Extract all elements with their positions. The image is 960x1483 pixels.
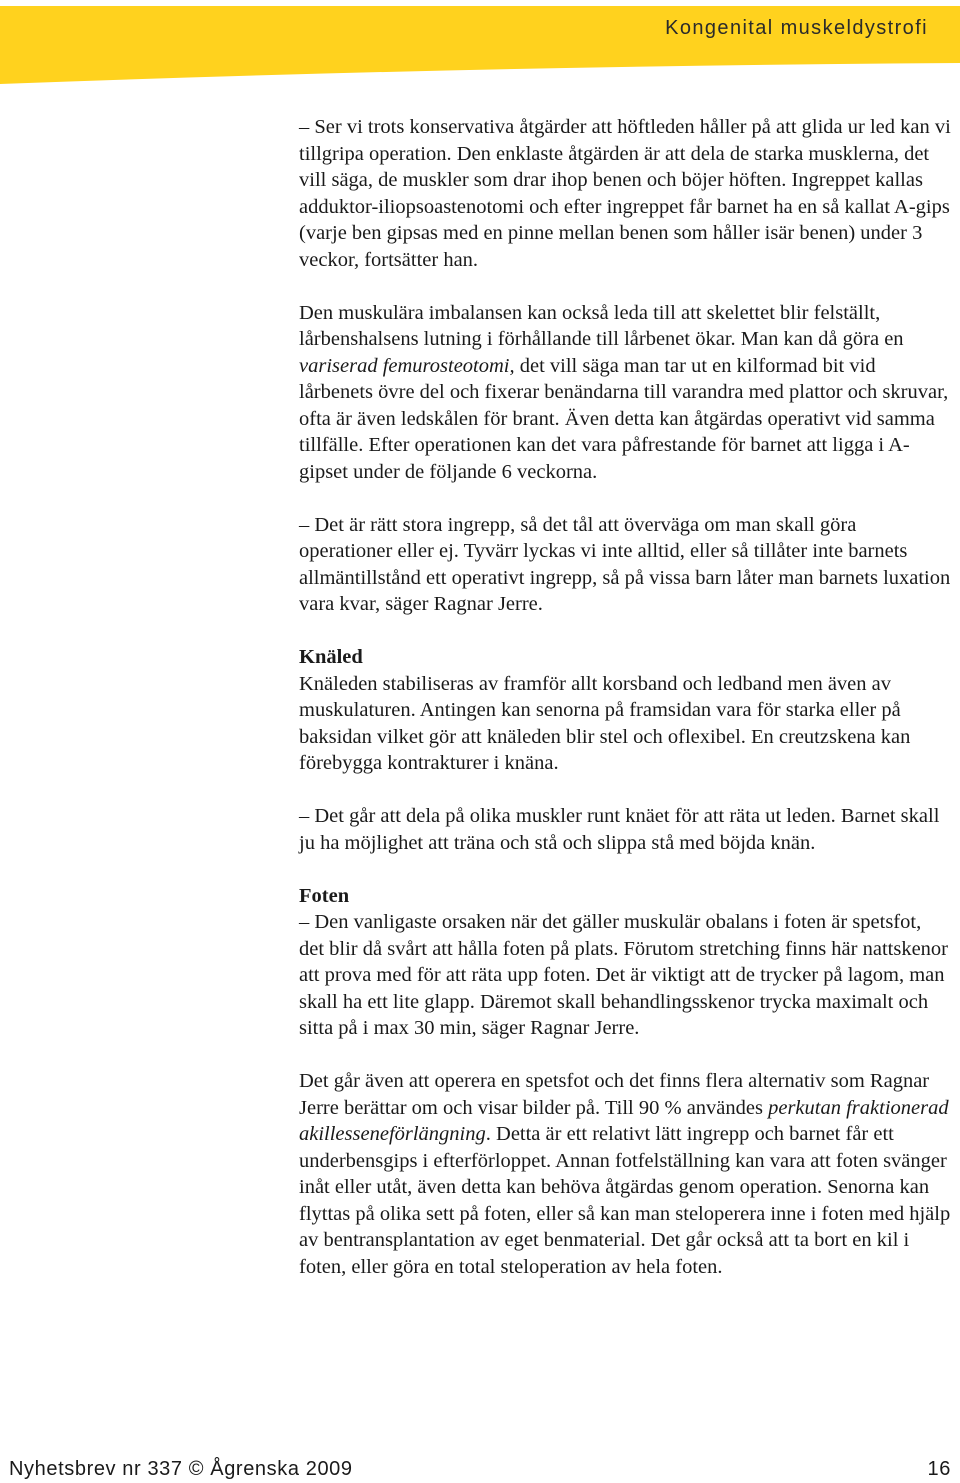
paragraph-hip-surgery: – Ser vi trots konservativa åtgärder att höftleden håller på att glida ur led kan vi tillgripa operation. Den enklaste åtgärden är att dela de starka musklerna, det vill säga, de muskler som drar ihop benen och böjer höften. Ingreppet kallas adduktor-iliopsoastenotomi och efter ingreppet får barnet ha en så kallat A-gips (varje ben gipsas med en pinne mellan benen som håller isär benen) under 3 veckor, fortsätter han. bbox=[299, 116, 951, 271]
heading-foot: Foten bbox=[299, 884, 350, 907]
page-number: 16 bbox=[927, 1458, 951, 1480]
article-body bbox=[299, 114, 951, 1307]
header-title: Kongenital muskeldystrofi bbox=[665, 17, 928, 39]
paragraph-femur-osteotomy bbox=[299, 300, 951, 486]
paragraph-foot-surgery bbox=[299, 1068, 951, 1280]
header-band bbox=[0, 0, 960, 90]
paragraph-femur-osteotomy-text-a: Den muskulära imbalansen kan också leda till att skelettet blir felställt, lårbenshalsens lutning i förhållande till lårbenet ökar. Man kan då göra en bbox=[299, 301, 904, 350]
footer bbox=[9, 1458, 951, 1481]
paragraph-knee-stability: Knäleden stabiliseras av framför allt korsband och ledband men även av muskulaturen. Antingen kan senorna på framsidan vara för starka eller på baksidan vilket gör att knäleden blir stel och oflexibel. En creutzskena kan förebygga kontrakturer i knäna. bbox=[299, 672, 911, 774]
paragraph-foot-surgery-text-a: Det går även att operera en spetsfot och det finns flera alternativ som Ragnar Jerre berättar om och visar bilder på. Till 90 % användes bbox=[299, 1070, 930, 1119]
term-akillesseneforlangning: perkutan fraktionerad akillesseneförlängning bbox=[299, 1096, 949, 1145]
footer-publication: Nyhetsbrev nr 337 © Ågrenska 2009 bbox=[9, 1458, 353, 1480]
paragraph-foot-imbalance: – Den vanligaste orsaken när det gäller muskulär obalans i foten är spetsfot, det blir då svårt att hålla foten på plats. Förutom stretching finns här nattskenor att prova med för att räta upp foten. Det är viktigt att de trycker på lagom, man skall ha ett lite glapp. Däremot skall behandlingsskenor trycka maximalt och sitta på i max 30 min, säger Ragnar Jerre. bbox=[299, 911, 949, 1039]
paragraph-foot-surgery-text-b: . Detta är ett relativt lätt ingrepp och barnet får ett underbensgips i efterförloppet. Annan fotfelställning kan vara att foten svänger inåt eller utåt, även detta kan behöva åtgärdas genom operation. Senorna kan flyttas på olika sett på foten, eller så kan man steloperera inne i foten med hjälp av bentransplantation av eget benmaterial. Det går också att ta bort en kil i foten, eller göra en total steloperation av hela foten. bbox=[299, 1123, 951, 1278]
paragraph-surgery-considerations: – Det är rätt stora ingrepp, så det tål att överväga om man skall göra operationer eller ej. Tyvärr lyckas vi inte alltid, eller så tillåter inte barnets allmäntillstånd ett operativt ingrepp, så på vissa barn låter man barnets luxation vara kvar, säger Ragnar Jerre. bbox=[299, 513, 951, 615]
heading-knee: Knäled bbox=[299, 646, 363, 668]
paragraph-femur-osteotomy-text-b: det vill säga man tar ut en kilformad bit vid lårbenets övre del och fixerar benändarna till varandra med plattor och skruvar, ofta är även ledskålen för brant. Även detta kan åtgärdas operativt vid samma tillfälle. Efter operationen kan det vara påfrestande för barnet att ligga i A-gipset under de följande 6 veckorna. bbox=[299, 354, 949, 483]
term-variserad-femurosteotomi: variserad femurosteotomi, bbox=[299, 354, 515, 377]
header-band-shape bbox=[0, 0, 960, 90]
paragraph-knee-surgery: – Det går att dela på olika muskler runt knäet för att räta ut leden. Barnet skall ju ha möjlighet att träna och stå och slippa stå med böjda knän. bbox=[299, 805, 940, 854]
